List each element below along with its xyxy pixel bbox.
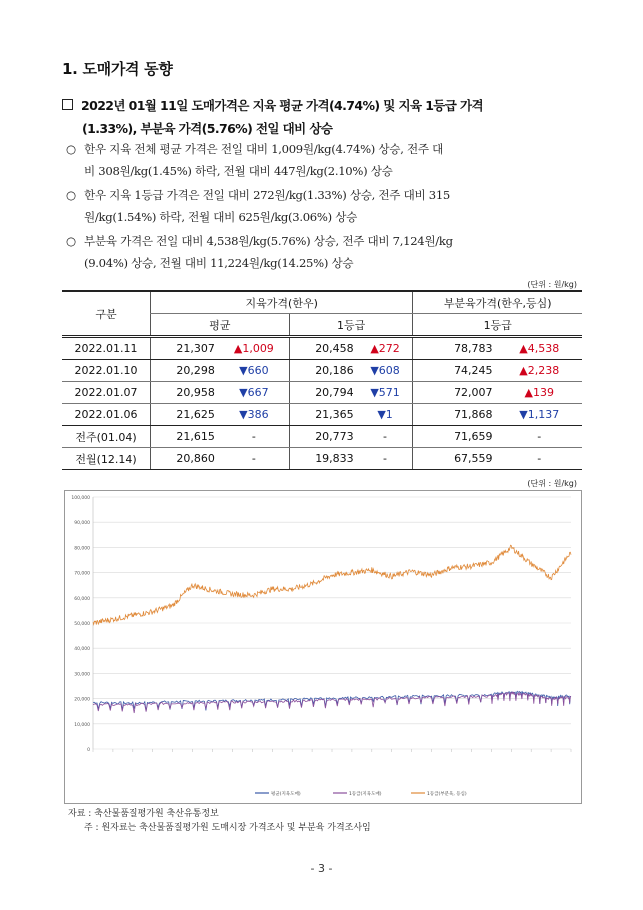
circle-bullet-icon: ○	[66, 188, 76, 202]
source-line: 자료 : 축산물품질평가원 축산유통정보	[68, 809, 219, 819]
price-trend-chart	[64, 490, 582, 804]
header-grade1-cut: 1등급	[413, 314, 582, 337]
row-grade1: 21,365	[289, 404, 357, 426]
row-cut-change: ▼1,137	[497, 404, 582, 426]
header-gubun: 구분	[62, 291, 151, 337]
row-grade1: 20,773	[289, 426, 357, 448]
row-avg-change: -	[219, 448, 289, 470]
section-title: 1. 도매가격 동향	[62, 60, 173, 78]
row-grade1-change: ▼571	[358, 382, 413, 404]
heading-line1: 2022년 01월 11일 도매가격은 지육 평균 가격(4.74%) 및 지육 1등급 가격	[81, 98, 483, 113]
table-row	[62, 382, 582, 404]
y-tick-label: 20,000	[74, 697, 90, 703]
row-avg: 20,860	[151, 448, 219, 470]
bullet-3	[66, 230, 586, 274]
y-tick-label: 50,000	[74, 622, 90, 627]
header-grade1: 1등급	[289, 314, 413, 337]
row-cut: 71,868	[413, 404, 497, 426]
header-bubun: 부분육가격(한우,등심)	[413, 291, 582, 314]
legend-label: 평균(지육도매)	[271, 792, 301, 797]
row-avg-change: ▲1,009	[219, 337, 289, 360]
table-row	[62, 448, 582, 470]
row-cut-change: -	[497, 448, 582, 470]
table-unit: (단위 : 원/kg)	[527, 280, 577, 289]
y-tick-label: 80,000	[74, 546, 90, 552]
y-tick-label: 40,000	[74, 647, 90, 653]
circle-bullet-icon: ○	[66, 142, 76, 156]
heading-line2: (1.33%), 부분육 가격(5.76%) 전일 대비 상승	[82, 121, 333, 136]
y-tick-label: 10,000	[74, 722, 90, 728]
row-avg: 21,307	[151, 337, 219, 360]
page-number: - 3 -	[310, 862, 333, 875]
row-grade1: 19,833	[289, 448, 357, 470]
row-date: 2022.01.11	[62, 337, 151, 360]
row-grade1: 20,186	[289, 360, 357, 382]
bullet-2-line1: 한우 지육 1등급 가격은 전일 대비 272원/kg(1.33%) 상승, 전주 대비 315	[84, 188, 450, 202]
row-cut: 78,783	[413, 337, 497, 360]
row-cut-change: ▲4,538	[497, 337, 582, 360]
row-cut: 71,659	[413, 426, 497, 448]
row-date: 전월(12.14)	[62, 448, 151, 470]
row-avg: 20,298	[151, 360, 219, 382]
table-row	[62, 426, 582, 448]
table-row	[62, 404, 582, 426]
row-date: 2022.01.10	[62, 360, 151, 382]
header-jiyuk: 지육가격(한우)	[151, 291, 413, 314]
bullet-1-line1: 한우 지육 전체 평균 가격은 전일 대비 1,009원/kg(4.74%) 상승, 전주 대	[84, 142, 444, 156]
y-tick-label: 30,000	[74, 672, 90, 678]
y-tick-label: 0	[87, 748, 90, 753]
row-cut-change: ▲2,238	[497, 360, 582, 382]
summary-heading	[62, 94, 602, 140]
row-avg-change: ▼667	[219, 382, 289, 404]
table-row	[62, 360, 582, 382]
bullet-1-line2: 비 308원/kg(1.45%) 하락, 전월 대비 447원/kg(2.10%) 상승	[84, 164, 393, 178]
bullet-2	[66, 184, 586, 228]
bullet-3-line1: 부분육 가격은 전일 대비 4,538원/kg(5.76%) 상승, 전주 대비 7,124원/kg	[84, 234, 453, 248]
legend-label: 1등급(지육도매)	[349, 792, 382, 797]
row-grade1-change: ▲272	[358, 337, 413, 360]
row-grade1-change: -	[358, 426, 413, 448]
row-date: 2022.01.06	[62, 404, 151, 426]
y-tick-label: 60,000	[74, 596, 90, 602]
y-tick-label: 90,000	[74, 521, 90, 527]
row-avg: 20,958	[151, 382, 219, 404]
row-cut-change: -	[497, 426, 582, 448]
row-grade1-change: -	[358, 448, 413, 470]
row-grade1: 20,458	[289, 337, 357, 360]
price-table	[62, 290, 582, 470]
row-cut-change: ▲139	[497, 382, 582, 404]
legend-label: 1등급(부분육, 등심)	[427, 792, 467, 797]
header-avg: 평균	[151, 314, 290, 337]
row-grade1-change: ▼1	[358, 404, 413, 426]
series-line	[93, 692, 571, 713]
series-line	[93, 545, 571, 624]
row-cut: 74,245	[413, 360, 497, 382]
row-date: 전주(01.04)	[62, 426, 151, 448]
row-avg-change: ▼660	[219, 360, 289, 382]
row-avg: 21,615	[151, 426, 219, 448]
row-cut: 72,007	[413, 382, 497, 404]
bullet-1	[66, 138, 586, 182]
y-tick-label: 70,000	[74, 571, 90, 577]
row-cut: 67,559	[413, 448, 497, 470]
chart-unit: (단위 : 원/kg)	[527, 479, 577, 488]
bullet-2-line2: 원/kg(1.54%) 하락, 전월 대비 625원/kg(3.06%) 상승	[84, 210, 357, 224]
checkbox-square-icon	[62, 99, 73, 110]
note-line: 주 : 원자료는 축산물품질평가원 도매시장 가격조사 및 부분육 가격조사임	[84, 823, 371, 833]
row-avg-change: -	[219, 426, 289, 448]
y-tick-label: 100,000	[71, 496, 90, 501]
circle-bullet-icon: ○	[66, 234, 76, 248]
row-avg: 21,625	[151, 404, 219, 426]
bullet-3-line2: (9.04%) 상승, 전월 대비 11,224원/kg(14.25%) 상승	[84, 256, 354, 270]
chart-svg	[65, 491, 581, 803]
row-avg-change: ▼386	[219, 404, 289, 426]
row-date: 2022.01.07	[62, 382, 151, 404]
row-grade1: 20,794	[289, 382, 357, 404]
table-row	[62, 337, 582, 360]
row-grade1-change: ▼608	[358, 360, 413, 382]
